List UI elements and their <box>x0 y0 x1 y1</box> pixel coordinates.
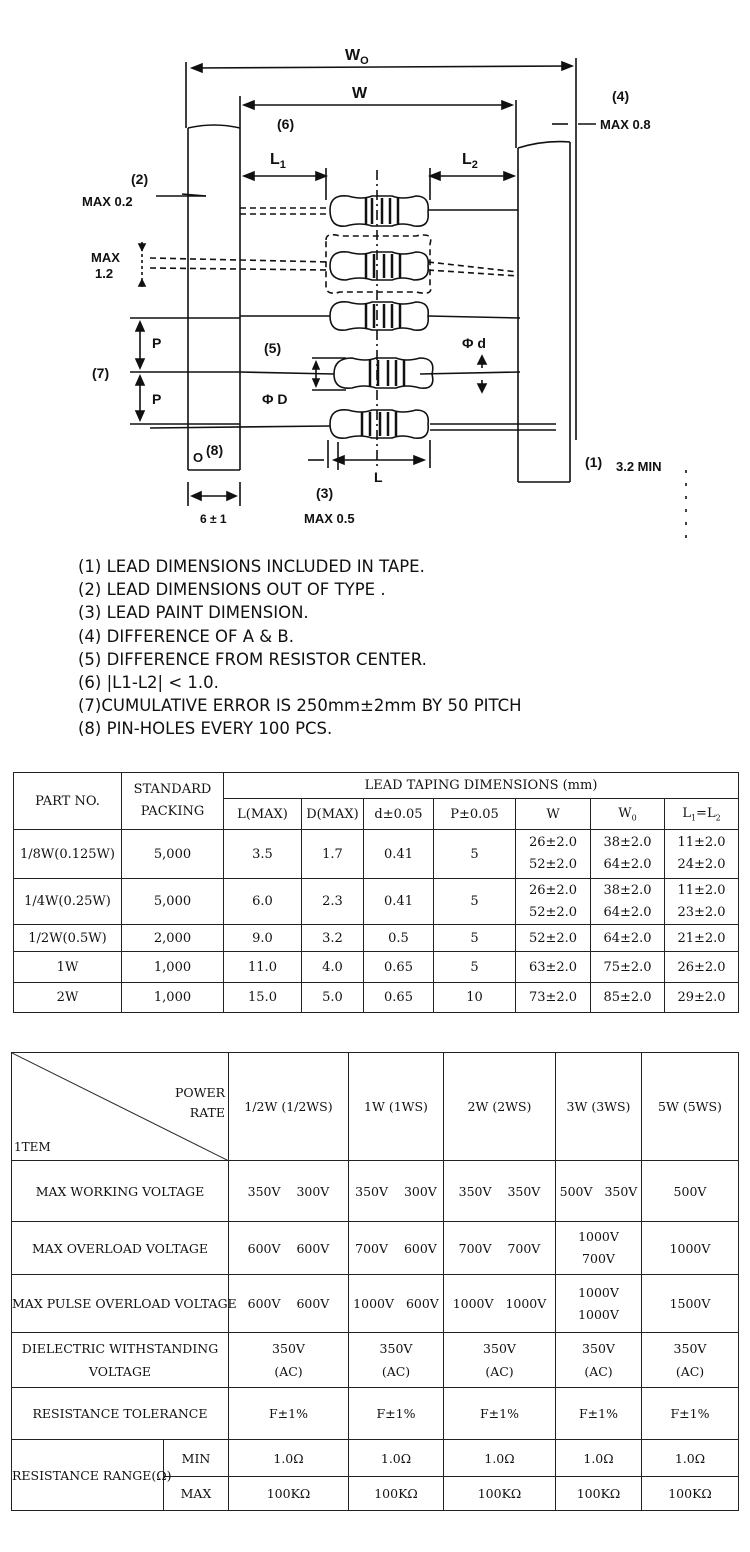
phi-d-small-label: Φ d <box>462 335 486 351</box>
power-label: POWER <box>174 1085 225 1100</box>
note-7-marker: (7) <box>92 365 110 381</box>
note-4-marker: (4) <box>612 88 630 104</box>
l2-label: $L_2$ <box>462 151 478 171</box>
header-d-max: D(MAX) <box>302 799 364 830</box>
l-length-label: L <box>374 469 383 485</box>
row-max-overload-voltage: MAX OVERLOAD VOLTAGE 600V 600V 700V 600V 700V 700V 1000V 700V 1000V <box>12 1222 739 1275</box>
right-tape-strip <box>518 142 570 482</box>
corner-header <box>12 1053 229 1161</box>
header-w: W <box>516 799 591 830</box>
note-1: (1) LEAD DIMENSIONS INCLUDED IN TAPE. <box>78 557 425 576</box>
note-6: (6) |L1-L2| < 1.0. <box>78 673 219 693</box>
col-1w: 1W (1WS) <box>349 1053 444 1161</box>
tape-dimension-diagram <box>0 0 750 545</box>
header-lead-taping-dimensions: LEAD TAPING DIMENSIONS (mm) <box>224 773 739 799</box>
max-08-label: MAX 0.8 <box>600 117 651 132</box>
header-p-tol: P±0.05 <box>434 799 516 830</box>
col-2w: 2W (2WS) <box>444 1053 556 1161</box>
left-tape-strip <box>188 125 240 470</box>
note-4: (4) DIFFERENCE OF A & B. <box>78 626 294 646</box>
col-5w: 5W (5WS) <box>642 1053 739 1161</box>
max-05-label: MAX 0.5 <box>304 511 355 526</box>
pitch-label-upper: P <box>152 335 162 351</box>
table-row: 2W 1,000 15.0 5.0 0.65 10 73±2.0 85±2.0 29±2.0 <box>14 983 739 1013</box>
row-resistance-range-min: RESISTANCE RANGE(Ω) MIN 1.0Ω 1.0Ω 1.0Ω 1.0Ω 1.0Ω <box>12 1440 739 1477</box>
note-1-marker: (1) <box>585 454 603 470</box>
table-row: 1/8W(0.125W) 5,000 3.5 1.7 0.41 5 26±2.0 52±2.0 38±2.0 64±2.0 11±2.0 24±2.0 <box>14 830 739 879</box>
row-dielectric-withstanding-voltage: DIELECTRIC WITHSTANDING VOLTAGE 350V (AC) 350V (AC) 350V (AC) 350V (AC) 350V (AC) <box>12 1333 739 1388</box>
note-5: (5) DIFFERENCE FROM RESISTOR CENTER. <box>78 649 427 669</box>
rate-label: RATE <box>189 1105 225 1120</box>
max-02-label: MAX 0.2 <box>82 194 133 209</box>
row-resistance-tolerance: RESISTANCE TOLERANCE F±1% F±1% F±1% F±1% F±1% <box>12 1388 739 1440</box>
item-label: 1TEM <box>14 1140 51 1154</box>
note-3: (3) LEAD PAINT DIMENSION. <box>78 603 309 623</box>
header-part-no: PART NO. <box>14 773 122 830</box>
col-3w: 3W (3WS) <box>556 1053 642 1161</box>
w0-dimension-line <box>192 66 572 68</box>
row-max-pulse-overload-voltage: MAX PULSE OVERLOAD VOLTAGE 600V 600V 1000V 600V 1000V 1000V 1000V 1000V 1500V <box>12 1275 739 1333</box>
note-7: (7)CUMULATIVE ERROR IS 250mm±2mm BY 50 PITCH <box>78 696 522 716</box>
note-2-marker: (2) <box>131 171 149 187</box>
pin-hole-label: O <box>193 450 204 465</box>
table-row: 1/4W(0.25W) 5,000 6.0 2.3 0.41 5 26±2.0 52±2.0 38±2.0 64±2.0 11±2.0 23±2.0 <box>14 879 739 925</box>
header-l-max: L(MAX) <box>224 799 302 830</box>
l1-label: $L_1$ <box>270 151 286 171</box>
notes-list <box>78 555 718 741</box>
pitch-label-lower: P <box>152 391 162 407</box>
table-row: 1/2W(0.5W) 2,000 9.0 3.2 0.5 5 52±2.0 64±2.0 21±2.0 <box>14 925 739 952</box>
note-3-marker: (3) <box>316 485 334 501</box>
six-pm-one-label: 6 ± 1 <box>200 512 227 526</box>
note-5-marker: (5) <box>264 340 282 356</box>
electrical-ratings-table <box>11 1052 739 1511</box>
header-l1-l2: $L_1=L_2$ <box>665 799 739 830</box>
table-row: 1W 1,000 11.0 4.0 0.65 5 63±2.0 75±2.0 26±2.0 <box>14 952 739 983</box>
header-standard-packing: STANDARD PACKING <box>122 773 224 830</box>
note-8: (8) PIN-HOLES EVERY 100 PCS. <box>78 719 333 739</box>
lead-taping-table <box>13 772 739 1013</box>
row-max-working-voltage: MAX WORKING VOLTAGE 350V 300V 350V 300V 350V 350V 500V 350V 500V <box>12 1161 739 1222</box>
lead-wires <box>150 208 556 430</box>
col-half-watt: 1/2W (1/2WS) <box>229 1053 349 1161</box>
resistor-bodies <box>326 196 433 438</box>
max-12-label-bottom: 1.2 <box>95 266 114 281</box>
phi-d-large-label: Φ D <box>262 391 288 407</box>
note-8-marker: (8) <box>206 442 224 458</box>
max-12-label-top: MAX <box>91 250 120 265</box>
note-6-marker: (6) <box>277 116 295 132</box>
note-2: (2) LEAD DIMENSIONS OUT OF TYPE . <box>78 580 386 600</box>
row-resistance-range-max: MAX 100KΩ 100KΩ 100KΩ 100KΩ 100KΩ <box>12 1477 739 1511</box>
min-32-label: 3.2 MIN <box>616 459 662 474</box>
w0-label: $W_O$ <box>345 47 369 67</box>
header-w0: $W_0$ <box>591 799 665 830</box>
header-d-tol: d±0.05 <box>364 799 434 830</box>
w-label: W <box>352 85 368 102</box>
